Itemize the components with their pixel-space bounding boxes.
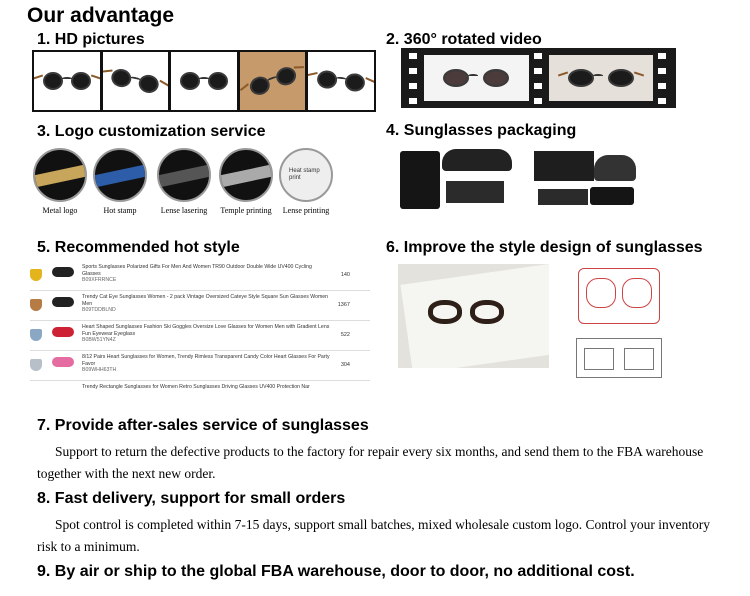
logo-option — [276, 148, 336, 215]
heading-logo-customization: 3. Logo customization service — [37, 123, 266, 140]
product-thumbnail — [52, 297, 74, 307]
glasses-frame — [470, 300, 504, 324]
fast-delivery-text: Spot control is completed within 7-15 days, support small batches, mixed wholesale custom logo. Control your inventory risk to a minimum. — [37, 517, 711, 554]
product-photo — [171, 52, 237, 110]
trophy-icon — [30, 269, 42, 281]
page-title: Our advantage — [27, 4, 175, 27]
glasses-case — [442, 149, 512, 171]
packaging-photo-2 — [530, 145, 640, 213]
product-thumbnail — [52, 357, 74, 367]
logo-caption: Hot stamp — [103, 206, 137, 215]
list-item: Trendy Cat Eye Sunglasses Women - 2 pack Vintage Oversized Cateye Style Square Sun Glasses Women Men B09TDDBLND 1367 — [30, 293, 370, 321]
logo-caption: Temple printing — [220, 206, 272, 215]
product-photo — [308, 52, 374, 110]
heading-hot-style: 5. Recommended hot style — [37, 239, 240, 256]
pouch — [400, 151, 440, 209]
heading-rotated-video: 2. 360° rotated video — [386, 31, 542, 48]
heading-hd-pictures: 1. HD pictures — [37, 31, 145, 48]
trophy-icon — [30, 299, 42, 311]
hd-picture-strip — [32, 50, 376, 112]
technical-drawing — [568, 264, 668, 402]
product-thumbnail — [52, 327, 74, 337]
lens-print-text: Heat stamp print — [289, 168, 320, 181]
video-frame — [549, 55, 654, 101]
trophy-icon — [30, 359, 42, 371]
list-item: Sports Sunglasses Polarized Gifts For Men And Women TR90 Outdoor Double Wide UV400 Cycling Glasses B09XFRRNCE 140 — [30, 263, 370, 291]
trophy-icon — [30, 329, 42, 341]
product-thumbnail — [52, 267, 74, 277]
logo-caption: Lense printing — [282, 206, 330, 215]
video-frame — [424, 55, 529, 101]
gift-box — [534, 151, 594, 181]
packaging-photo-1 — [398, 145, 518, 213]
video-film-strip — [401, 48, 676, 108]
heading-global-shipping: 9. By air or ship to the global FBA warehouse, door to door, no additional cost. — [37, 563, 635, 580]
logo-option — [90, 148, 150, 215]
heading-packaging: 4. Sunglasses packaging — [386, 122, 577, 139]
glasses-frame — [428, 300, 462, 324]
logo-option — [216, 148, 276, 215]
cleaning-cloth — [538, 189, 588, 205]
logo-options — [30, 148, 360, 228]
list-item: 8/12 Pairs Heart Sunglasses for Women, Trendy Rimless Transparent Candy Color Heart Glasses For Party Favor B09WHH63TH 304 — [30, 353, 370, 381]
after-sales-text: Support to return the defective products to the factory for repair every six months, and send them to the FBA warehouse together with the next new order. — [37, 444, 704, 481]
product-photo — [240, 52, 306, 110]
list-item-partial: Trendy Rectangle Sunglasses for Women Retro Sunglasses Driving Glasses UV400 Protection Nar — [82, 384, 310, 390]
logo-option — [30, 148, 90, 215]
product-photo — [103, 52, 169, 110]
logo-caption: Metal logo — [42, 206, 78, 215]
product-photo — [34, 52, 100, 110]
pouch — [590, 187, 634, 205]
logo-caption: Lense lasering — [160, 206, 208, 215]
glasses-case — [594, 155, 636, 181]
list-item: Heart Shaped Sunglasses Fashion Ski Goggles Oversize Love Glasses for Women Men with Gradient Lens Fun Eyewear Eyeglass B0BW51YN4Z 522 — [30, 323, 370, 351]
hot-style-list — [30, 263, 370, 403]
design-photo — [398, 264, 549, 368]
heading-after-sales: 7. Provide after-sales service of sunglasses — [37, 417, 369, 434]
heading-fast-delivery: 8. Fast delivery, support for small orders — [37, 490, 346, 507]
heading-style-design: 6. Improve the style design of sunglasses — [386, 239, 703, 256]
logo-option — [154, 148, 214, 215]
cleaning-cloth — [446, 181, 504, 203]
